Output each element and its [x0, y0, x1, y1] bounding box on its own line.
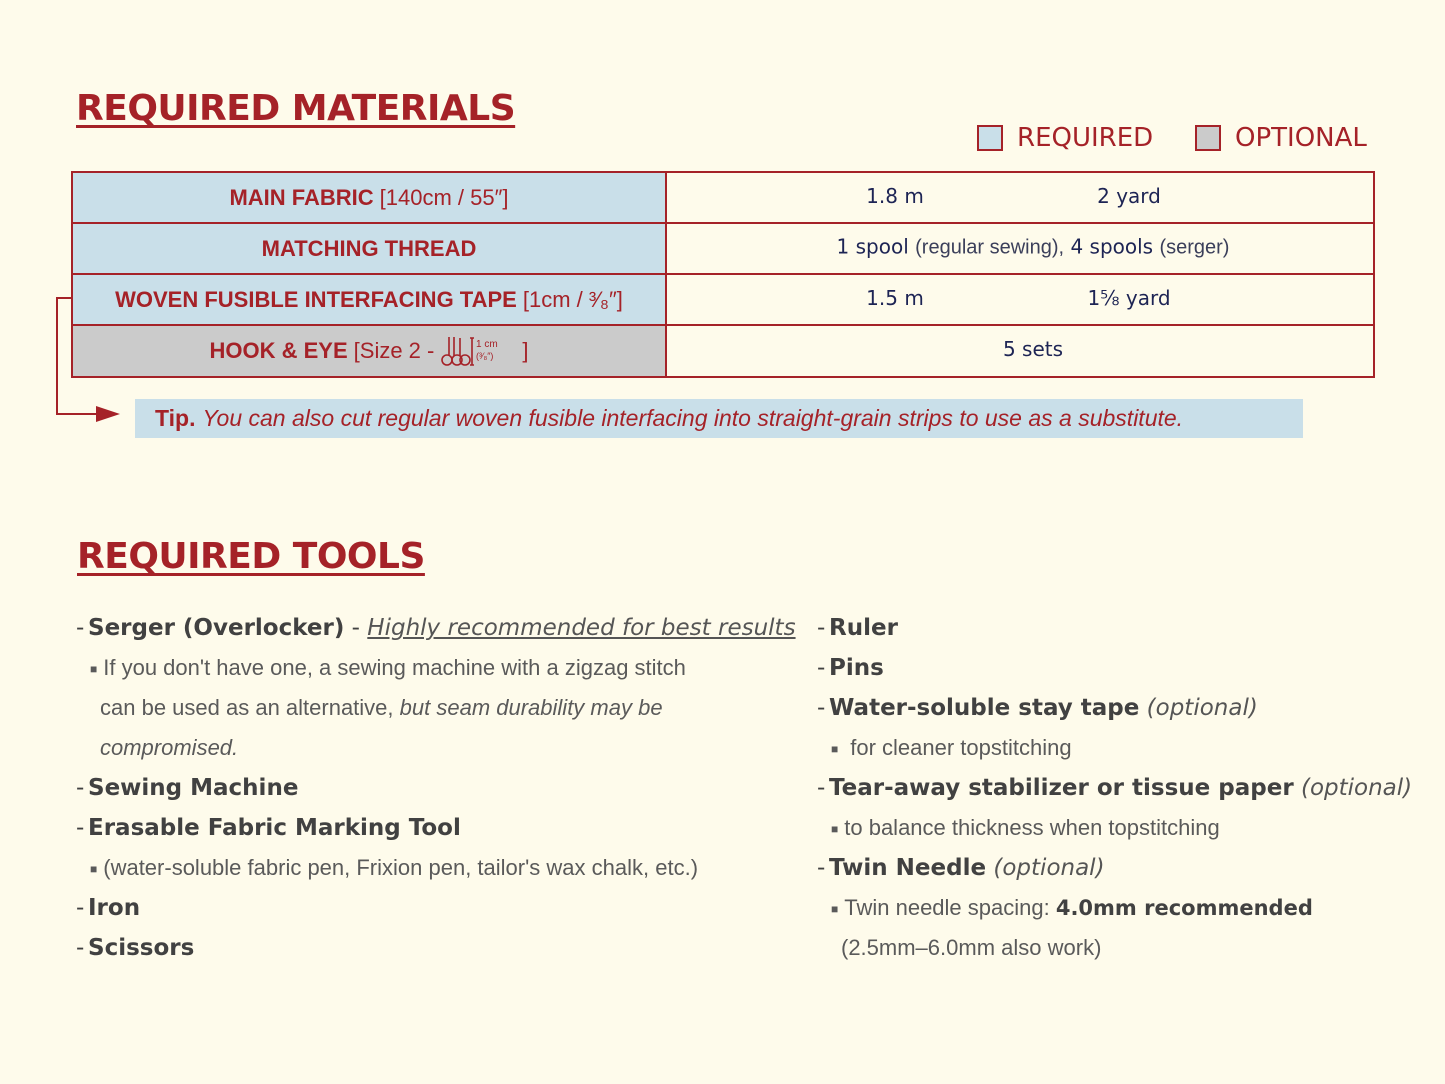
- tool-name: Ruler: [829, 615, 898, 641]
- bullet-icon: ■: [90, 862, 98, 877]
- tool-name: Tear-away stabilizer or tissue paper: [829, 775, 1294, 801]
- tool-name: Erasable Fabric Marking Tool: [88, 815, 461, 841]
- tool-recommendation: Highly recommended for best results: [367, 615, 796, 641]
- legend-optional-label: OPTIONAL: [1235, 123, 1367, 153]
- tool-name: Water-soluble stay tape: [829, 695, 1140, 721]
- subnote-text: (2.5mm–6.0mm also work): [841, 935, 1102, 960]
- quantity-thread: [837, 234, 1230, 259]
- tool-subnote: [817, 888, 1417, 928]
- bullet-icon: ■: [831, 902, 839, 917]
- tools-heading: REQUIRED TOOLS: [77, 536, 425, 577]
- material-name-cell: [73, 224, 667, 273]
- dash: -: [817, 655, 826, 681]
- tool-subnote: [76, 848, 786, 888]
- tool-optional-note: (optional): [993, 855, 1105, 881]
- quantity-metric: 1.5 m: [866, 285, 924, 310]
- dash: -: [76, 775, 85, 801]
- tool-item-sewing-machine: [76, 768, 786, 808]
- tool-item-marking-tool: [76, 808, 786, 848]
- subnote-text: (water-soluble fabric pen, Frixion pen, tailor's wax chalk, etc.): [103, 855, 699, 880]
- tool-item-serger: [76, 608, 796, 648]
- legend-optional: [1195, 122, 1367, 154]
- legend-required-label: REQUIRED: [1017, 123, 1154, 153]
- dash: -: [76, 895, 85, 921]
- tool-item-iron: [76, 888, 786, 928]
- materials-table: [71, 171, 1375, 378]
- hook-size-metric: 1 cm: [476, 339, 499, 350]
- tool-optional-note: (optional): [1300, 775, 1413, 801]
- tools-list-left: [76, 608, 796, 968]
- legend-required: [977, 122, 1153, 154]
- material-name-cell: [73, 326, 667, 376]
- tool-subnote: [817, 928, 1417, 968]
- quantity-imperial: 2 yard: [1097, 183, 1161, 208]
- dash: -: [817, 615, 826, 641]
- hook-size-imperial: (³⁄₈″): [476, 351, 494, 361]
- material-row-hook-eye: [73, 326, 1373, 376]
- material-row-interfacing-tape: [73, 275, 1373, 326]
- dash: -: [76, 935, 85, 961]
- tool-subnote: [817, 808, 1417, 848]
- tool-name: Scissors: [88, 935, 195, 961]
- material-quantity-cell: [667, 224, 1373, 273]
- subnote-bold: 4.0mm recommended: [1055, 896, 1313, 920]
- tool-subnote: [76, 688, 786, 728]
- material-spec: [Size 2 -: [353, 338, 435, 363]
- material-quantity-cell: [667, 326, 1373, 376]
- material-spec: [140cm / 55″]: [379, 184, 509, 210]
- subnote-text: If you don't have one, a sewing machine with a zigzag stitch: [103, 655, 686, 680]
- bullet-icon: ■: [90, 662, 98, 677]
- material-name: HOOK & EYE: [209, 338, 348, 363]
- subnote-italic: but seam durability may be: [399, 695, 663, 720]
- quantity-metric: 1.8 m: [866, 183, 924, 208]
- dash: -: [76, 615, 85, 641]
- tool-item-scissors: [76, 928, 786, 968]
- dash: -: [817, 855, 826, 881]
- tool-name: Twin Needle: [829, 855, 987, 881]
- material-name-cell: [73, 275, 667, 324]
- tool-subnote: [76, 728, 786, 768]
- quantity-serger: 4 spools: [1070, 234, 1154, 258]
- subnote-text: can be used as an alternative,: [100, 695, 394, 720]
- material-name: WOVEN FUSIBLE INTERFACING TAPE: [115, 286, 517, 312]
- tool-separator: -: [344, 615, 368, 641]
- hook-and-eye-icon: [440, 334, 520, 368]
- material-name-cell: [73, 173, 667, 222]
- material-name: MATCHING THREAD: [261, 235, 477, 261]
- tool-subnote: [817, 728, 1417, 768]
- legend-optional-swatch: [1195, 125, 1221, 151]
- tool-name: Iron: [88, 895, 141, 921]
- quantity-regular: 1 spool: [836, 234, 909, 258]
- tip-connector-arrow-icon: [56, 296, 136, 426]
- tip-label: Tip.: [155, 405, 196, 431]
- material-name: MAIN FABRIC: [229, 184, 374, 210]
- tool-item-stay-tape: [817, 688, 1417, 728]
- tool-item-ruler: [817, 608, 1417, 648]
- bullet-icon: ■: [831, 742, 839, 757]
- tool-name: Sewing Machine: [88, 775, 299, 801]
- tool-optional-note: (optional): [1146, 695, 1258, 721]
- tool-item-twin-needle: [817, 848, 1417, 888]
- subnote-text: Twin needle spacing:: [844, 895, 1050, 920]
- tool-item-pins: [817, 648, 1417, 688]
- quantity-serger-note: (serger): [1159, 236, 1230, 258]
- dash: -: [76, 815, 85, 841]
- tool-item-stabilizer: [817, 768, 1417, 808]
- bullet-icon: ■: [831, 822, 839, 837]
- quantity-imperial: 1⅝ yard: [1087, 285, 1171, 310]
- legend-required-swatch: [977, 125, 1003, 151]
- tool-subnote: [76, 648, 786, 688]
- dash: -: [817, 775, 826, 801]
- tool-name: Serger (Overlocker): [88, 615, 345, 641]
- material-spec-close: ]: [522, 338, 529, 363]
- material-row-thread: [73, 224, 1373, 275]
- subnote-text: for cleaner topstitching: [850, 735, 1072, 760]
- subnote-italic: compromised.: [100, 735, 239, 760]
- material-quantity-cell: [667, 275, 1373, 324]
- tool-name: Pins: [829, 655, 884, 681]
- tip-box: [135, 399, 1303, 438]
- quantity-sets: 5 sets: [1002, 337, 1064, 362]
- tip-text: You can also cut regular woven fusible interfacing into straight-grain strips to use as a substitute.: [202, 405, 1184, 431]
- material-spec: [1cm / ³⁄₈″]: [522, 286, 623, 312]
- material-row-main-fabric: [73, 173, 1373, 224]
- subnote-text: to balance thickness when topstitching: [844, 815, 1220, 840]
- materials-heading: REQUIRED MATERIALS: [76, 88, 516, 129]
- quantity-regular-note: (regular sewing),: [915, 236, 1065, 258]
- tools-list-right: [817, 608, 1417, 968]
- material-quantity-cell: [667, 173, 1373, 222]
- dash: -: [817, 695, 826, 721]
